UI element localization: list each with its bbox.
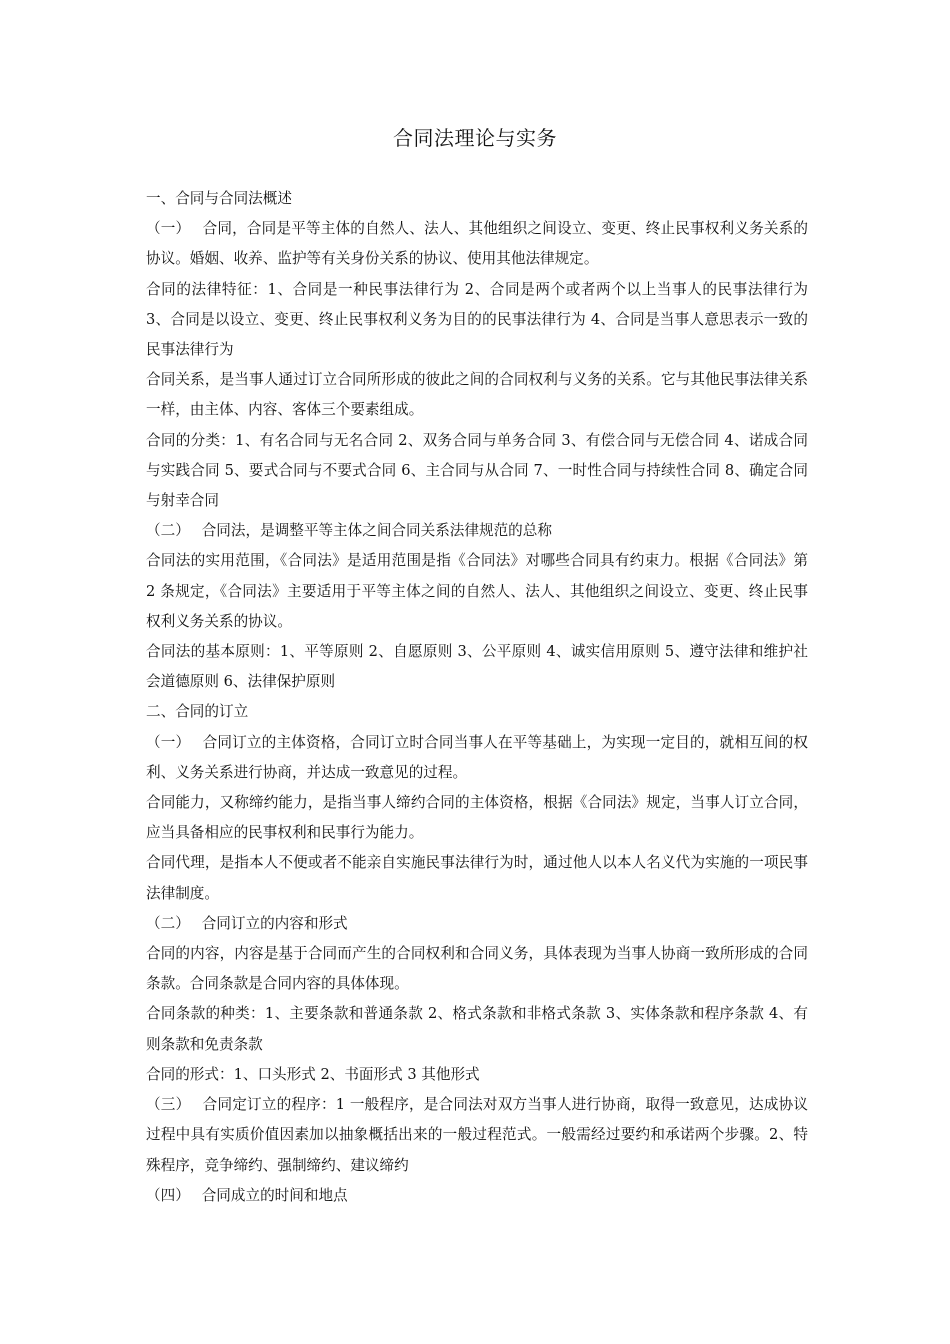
paragraph: 合同条款的种类：1、主要条款和普通条款 2、格式条款和非格式条款 3、实体条款和程序条款 4、有则条款和免责条款 bbox=[146, 1005, 808, 1053]
paragraph: 合同法的实用范围，《合同法》是适用范围是指《合同法》对哪些合同具有约束力。根据《合同法》第 2 条规定，《合同法》主要适用于平等主体之间的自然人、法人、其他组织之间设立、变更、终止民事权利义务关系的协议。 bbox=[146, 552, 808, 630]
paragraph: （一） 合同订立的主体资格，合同订立时合同当事人在平等基础上，为实现一定目的，就相互间的权利、义务关系进行协商，并达成一致意见的过程。 bbox=[146, 733, 808, 781]
paragraph: 合同能力，又称缔约能力，是指当事人缔约合同的主体资格，根据《合同法》规定，当事人订立合同，应当具备相应的民事权利和民事行为能力。 bbox=[146, 794, 808, 842]
paragraph: （三） 合同定订立的程序：1 一般程序，是合同法对双方当事人进行协商，取得一致意见，达成协议过程中具有实质价值因素加以抽象概括出来的一般过程范式。一般需经过要约和承诺两个步骤。2、特殊程序，竞争缔约、强制缔约、建议缔约 bbox=[146, 1096, 808, 1174]
paragraph: 合同关系，是当事人通过订立合同所形成的彼此之间的合同权利与义务的关系。它与其他民事法律关系一样，由主体、内容、客体三个要素组成。 bbox=[146, 371, 808, 419]
section-heading: 一、合同与合同法概述 bbox=[146, 190, 292, 207]
paragraph: （二） 合同订立的内容和形式 bbox=[146, 914, 348, 932]
paragraph: 合同法的基本原则：1、平等原则 2、自愿原则 3、公平原则 4、诚实信用原则 5、遵守法律和维护社会道德原则 6、法律保护原则 bbox=[146, 643, 808, 691]
paragraph: （二） 合同法，是调整平等主体之间合同关系法律规范的总称 bbox=[146, 522, 552, 540]
paragraph: 合同的分类：1、有名合同与无名合同 2、双务合同与单务合同 3、有偿合同与无偿合同 4、诺成合同与实践合同 5、要式合同与不要式合同 6、主合同与从合同 7、一时性合同与持续性合同 8、确定合同与射幸合同 bbox=[146, 431, 808, 510]
paragraph: 合同的内容，内容是基于合同而产生的合同权利和合同义务，具体表现为当事人协商一致所形成的合同条款。合同条款是合同内容的具体体现。 bbox=[146, 945, 808, 993]
document-body bbox=[146, 184, 808, 1211]
paragraph: （四） 合同成立的时间和地点 bbox=[146, 1186, 348, 1204]
paragraph: 合同代理，是指本人不便或者不能亲自实施民事法律行为时，通过他人以本人名义代为实施的一项民事法律制度。 bbox=[146, 854, 808, 902]
paragraph: （一） 合同，合同是平等主体的自然人、法人、其他组织之间设立、变更、终止民事权利义务关系的协议。婚姻、收养、监护等有关身份关系的协议、使用其他法律规定。 bbox=[146, 220, 808, 268]
paragraph: 合同的法律特征：1、合同是一种民事法律行为 2、合同是两个或者两个以上当事人的民事法律行为 3、合同是以设立、变更、终止民事权利义务为目的的民事法律行为 4、合同是当事人意思表示一致的民事法律行为 bbox=[146, 280, 808, 359]
paragraph: 合同的形式：1、口头形式 2、书面形式 3 其他形式 bbox=[146, 1065, 480, 1083]
section-heading: 二、合同的订立 bbox=[146, 703, 249, 721]
document-title: 合同法理论与实务 bbox=[393, 126, 557, 150]
